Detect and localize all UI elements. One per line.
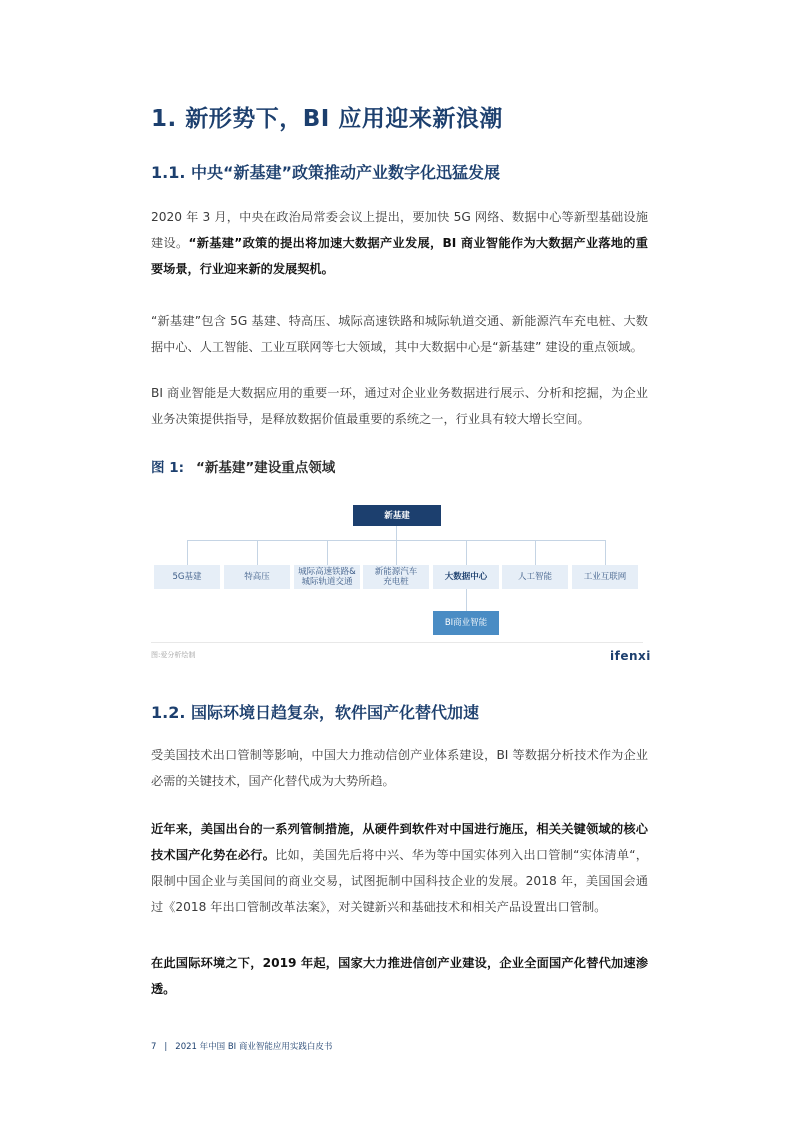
section-1-2-paragraph-3: 在此国际环境之下，2019 年起，国家大力推进信创产业建设，企业全面国产化替代加速渗透。 bbox=[151, 956, 648, 996]
figure-title bbox=[151, 456, 335, 476]
section-1-2-paragraph-1: 受美国技术出口管制等影响，中国大力推动信创产业体系建设，BI 等数据分析技术作为企业必需的关键技术，国产化替代成为大势所趋。 bbox=[151, 748, 648, 788]
diagram-node-railway: 城际高速铁路&城际轨道交通 bbox=[294, 565, 360, 589]
paragraph-text: 比如，美国先后将中兴、华为等中国实体列入出口管制“实体清单“，限制中国企业与美国间的商业交易，试图扼制中国科技企业的发展。2018 年，美国国会通过《2018 年出口管制改革法案》，对关键新兴和基础技术和相关产品设置出口管制。 bbox=[151, 848, 648, 914]
figure-source: 图:爱分析绘制 bbox=[151, 651, 196, 659]
page-number: 7 bbox=[151, 1042, 157, 1052]
ifenxi-logo: ifenxi bbox=[610, 649, 651, 663]
diagram-node-ev-charging: 新能源汽车充电桩 bbox=[363, 565, 429, 589]
section-1-1-title: 1.1. 中央“新基建”政策推动产业数字化迅猛发展 bbox=[151, 163, 501, 182]
page-heading: 1. 新形势下，BI 应用迎来新浪潮 bbox=[151, 106, 503, 132]
paragraph-bold-text: 近年来，美国出台的一系列管制措施，从硬件到软件对中国进行施压，相关关键领域的核心技术国产化势在必行。 bbox=[151, 822, 648, 862]
document-title: 2021 年中国 BI 商业智能应用实践白皮书 bbox=[175, 1042, 333, 1052]
figure-divider bbox=[151, 642, 643, 643]
section-1-2-paragraph-2 bbox=[151, 816, 648, 920]
paragraph-bold-text: “新基建”政策的提出将加速大数据产业发展，BI 商业智能作为大数据产业落地的重要场景，行业迎来新的发展契机。 bbox=[151, 236, 648, 276]
diagram-node-uhv: 特高压 bbox=[224, 565, 290, 589]
paragraph-text: 2020 年 3 月，中央在政治局常委会议上提出，要加快 5G 网络、数据中心等新型基础设施建设。 bbox=[151, 210, 648, 250]
footer-separator: | bbox=[164, 1042, 168, 1052]
section-1-1-paragraph-3: BI 商业智能是大数据应用的重要一环，通过对企业业务数据进行展示、分析和挖掘，为企业业务决策提供指导，是释放数据价值最重要的系统之一，行业具有较大增长空间。 bbox=[151, 386, 648, 426]
section-1-2-title: 1.2. 国际环境日趋复杂，软件国产化替代加速 bbox=[151, 703, 479, 722]
figure-label: 图 1: bbox=[151, 460, 184, 476]
diagram-node-industrial-internet: 工业互联网 bbox=[572, 565, 638, 589]
page-footer bbox=[151, 1040, 332, 1052]
figure-caption: “新基建”建设重点领域 bbox=[196, 460, 336, 476]
diagram-node-bi: BI商业智能 bbox=[433, 611, 499, 635]
diagram-node-5g: 5G基建 bbox=[154, 565, 220, 589]
diagram-node-ai: 人工智能 bbox=[502, 565, 568, 589]
diagram-root-node: 新基建 bbox=[353, 505, 441, 526]
section-1-1-paragraph-2: “新基建”包含 5G 基建、特高压、城际高速铁路和城际轨道交通、新能源汽车充电桩、大数据中心、人工智能、工业互联网等七大领域，其中大数据中心是“新基建” 建设的重点领域。 bbox=[151, 314, 648, 354]
section-1-1-paragraph-1 bbox=[151, 204, 648, 282]
diagram-node-big-data-center: 大数据中心 bbox=[433, 565, 499, 589]
